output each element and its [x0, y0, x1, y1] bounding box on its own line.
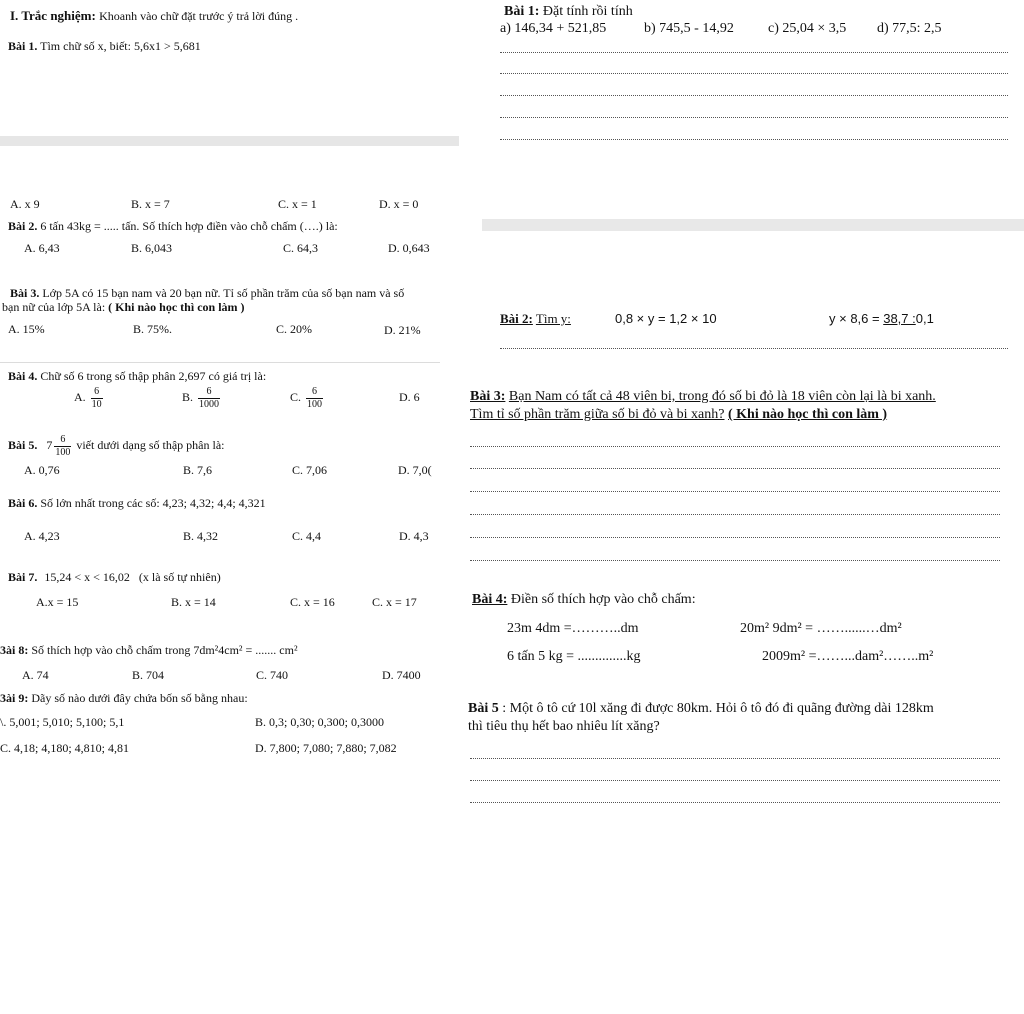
q4-option-b-letter: B.	[182, 390, 194, 404]
b1-answer-line	[500, 73, 1008, 74]
q8-question	[0, 642, 298, 658]
q1-question	[8, 38, 201, 54]
q6-option-d: D. 4,3	[399, 529, 429, 543]
b1-item-c: c) 25,04 × 3,5	[768, 21, 847, 36]
q2-option-a: A. 6,43	[24, 241, 60, 255]
q2-label: Bài 2.	[8, 219, 38, 233]
b4-row1-col2: 20m² 9dm² = ……......…dm²	[740, 621, 902, 636]
q9-option-a: \. 5,001; 5,010; 5,100; 5,1	[0, 715, 125, 729]
q7-option-d: C. x = 17	[372, 595, 417, 609]
b2-label: Bài 2:	[500, 311, 533, 326]
b3-line1	[470, 389, 936, 405]
b1-item-a: a) 146,34 + 521,85	[500, 21, 607, 36]
q3-option-b: B. 75%.	[133, 322, 172, 336]
q7-option-b: B. x = 14	[171, 595, 216, 609]
q3-label: Bài 3.	[10, 286, 40, 300]
q8-option-d: D. 7400	[382, 668, 421, 682]
q8-label: 3ài 8:	[0, 643, 29, 657]
b1-answer-line	[500, 139, 1008, 140]
b3-line2	[470, 407, 887, 423]
q3-option-c: C. 20%	[276, 322, 312, 336]
q6-text: Số lớn nhất trong các số: 4,23; 4,32; 4,4; 4,321	[40, 496, 266, 510]
q5-option-c: C. 7,06	[292, 463, 328, 477]
q7-note: (x là số tự nhiên)	[138, 570, 221, 584]
divider-line-2	[0, 362, 440, 363]
b4-text: Điền số thích hợp vào chỗ chấm:	[510, 592, 696, 607]
q3-option-d: D. 21%	[384, 323, 421, 337]
b4-row1-col1: 23m 4dm =………..dm	[507, 621, 639, 636]
q3-text-line1: Lớp 5A có 15 bạn nam và 20 bạn nữ. Tỉ số phần trăm của số bạn nam và số	[42, 286, 405, 300]
q4-label: Bài 4.	[8, 369, 38, 383]
q2-option-d: D. 0,643	[388, 241, 430, 255]
q5-option-b: B. 7,6	[183, 463, 213, 477]
q7-question	[8, 569, 221, 585]
q9-question	[0, 690, 248, 706]
q4-text: Chữ số 6 trong số thập phân 2,697 có giá trị là:	[40, 369, 267, 383]
q4-option-a-letter: A.	[74, 390, 86, 404]
b4-row2-col1: 6 tấn 5 kg = ..............kg	[507, 649, 641, 664]
b5-line1	[468, 701, 934, 717]
b1-item-b: b) 745,5 - 14,92	[644, 21, 734, 36]
q3-text-line2: bạn nữ của lớp 5A là:	[2, 300, 106, 314]
q8-option-c: C. 740	[256, 668, 289, 682]
q9-option-c: C. 4,18; 4,180; 4,810; 4,81	[0, 741, 130, 755]
q5-label: Bài 5.	[8, 438, 38, 452]
b3-label: Bài 3:	[470, 389, 506, 404]
q8-text: Số thích hợp vào chỗ chấm trong 7dm²4cm² = ....... cm²	[31, 643, 298, 657]
q4-option-b-fraction	[198, 386, 220, 411]
q4-option-c-fraction	[306, 386, 323, 411]
q1-label: Bài 1.	[8, 39, 38, 53]
q9-label: 3ài 9:	[0, 691, 29, 705]
fraction-numerator: 6	[91, 386, 103, 399]
b5-answer-line	[470, 780, 1000, 781]
q6-option-a: A. 4,23	[24, 529, 60, 543]
q4-option-a	[74, 383, 105, 411]
q6-option-b: B. 4,32	[183, 529, 219, 543]
q5-fraction	[54, 434, 71, 459]
q4-option-d: D. 6	[399, 390, 420, 404]
q6-label: Bài 6.	[8, 496, 38, 510]
divider-band	[482, 219, 1024, 231]
q9-option-b: B. 0,3; 0,30; 0,300; 0,3000	[255, 715, 385, 729]
section-title-label: I. Trắc nghiệm:	[10, 8, 96, 23]
b2-eq2-mid: 38,7 :	[883, 311, 916, 326]
divider-line	[0, 136, 459, 146]
fraction-denominator: 100	[55, 446, 71, 458]
b2-eq2-left: y × 8,6 =	[829, 311, 880, 326]
q3-note: ( Khi nào học thì con làm )	[108, 300, 245, 314]
b3-answer-line	[470, 537, 1000, 538]
b3-answer-line	[470, 514, 1000, 515]
b2-equation-1: 0,8 × y = 1,2 × 10	[615, 311, 717, 326]
b1-item-d: d) 77,5: 2,5	[877, 21, 942, 36]
q6-option-c: C. 4,4	[292, 529, 322, 543]
fraction-numerator: 6	[54, 434, 71, 447]
section-title	[10, 8, 298, 24]
q4-question	[8, 368, 266, 384]
b2-answer-line	[500, 348, 1008, 349]
q8-option-a: A. 74	[22, 668, 49, 682]
q6-question	[8, 495, 266, 511]
b1-answer-line	[500, 52, 1008, 53]
q2-option-b: B. 6,043	[131, 241, 173, 255]
b3-answer-line	[470, 446, 1000, 447]
q2-text: 6 tấn 43kg = ..... tấn. Số thích hợp điền vào chỗ chấm (….) là:	[40, 219, 338, 233]
b5-answer-line	[470, 802, 1000, 803]
q7-option-c: C. x = 16	[290, 595, 335, 609]
q7-text: 15,24 < x < 16,02	[44, 570, 130, 584]
b4-label: Bài 4:	[472, 592, 508, 607]
q4-option-c	[290, 383, 325, 411]
b1-text: Đặt tính rồi tính	[542, 4, 633, 19]
q9-text: Dãy số nào dưới đây chứa bốn số bằng nhau:	[31, 691, 248, 705]
b3-note: ( Khi nào học thì con làm )	[728, 407, 888, 422]
fraction-numerator: 6	[306, 386, 323, 399]
section-instruction: Khoanh vào chữ đặt trước ý trả lời đúng .	[99, 9, 299, 23]
b1-label: Bài 1:	[504, 4, 540, 19]
q5-whole: 7	[46, 438, 53, 452]
q5-question	[8, 430, 225, 460]
q4-option-b	[182, 383, 222, 411]
b5-text-line1: : Một ô tô cứ 10l xăng đi được 80km. Hỏi ô tô đó đi quãng đường dài 128km	[502, 701, 934, 716]
b3-answer-line	[470, 468, 1000, 469]
b1-answer-line	[500, 117, 1008, 118]
q3-option-a: A. 15%	[8, 322, 45, 336]
b2-text: Tìm y:	[535, 311, 571, 326]
b4-row2-col2: 2009m² =……...dam²……..m²	[762, 649, 934, 664]
q3-question-line2	[2, 299, 245, 315]
q9-option-d: D. 7,800; 7,080; 7,880; 7,082	[255, 741, 397, 755]
q5-option-d: D. 7,0(	[398, 463, 432, 477]
fraction-denominator: 100	[307, 398, 323, 410]
b4-heading	[472, 592, 696, 608]
q5-option-a: A. 0,76	[24, 463, 60, 477]
q8-option-b: B. 704	[132, 668, 165, 682]
q2-option-c: C. 64,3	[283, 241, 319, 255]
fraction-denominator: 10	[91, 398, 102, 410]
b3-text-line2: Tìm tỉ số phần trăm giữa số bi đỏ và bi xanh?	[470, 407, 725, 422]
b2-equation-2	[829, 311, 934, 327]
q1-option-c: C. x = 1	[278, 197, 317, 211]
b1-heading	[504, 4, 633, 20]
b1-answer-line	[500, 95, 1008, 96]
b5-answer-line	[470, 758, 1000, 759]
q4-option-c-letter: C.	[290, 390, 302, 404]
b3-text-line1: Bạn Nam có tất cả 48 viên bi, trong đó số bi đỏ là 18 viên còn lại là bi xanh.	[508, 389, 936, 404]
b5-line2: thì tiêu thụ hết bao nhiêu lít xăng?	[468, 719, 660, 734]
b3-answer-line	[470, 491, 1000, 492]
q1-option-d: D. x = 0	[379, 197, 419, 211]
fraction-numerator: 6	[198, 386, 220, 399]
b2-heading	[500, 311, 571, 327]
b5-label: Bài 5	[468, 701, 499, 716]
b2-eq2-right: 0,1	[915, 311, 934, 326]
q2-question	[8, 218, 338, 234]
q7-label: Bài 7.	[8, 570, 38, 584]
q1-option-a: A. x 9	[10, 197, 40, 211]
q7-option-a: A.x = 15	[36, 595, 79, 609]
q4-option-a-fraction	[91, 386, 103, 411]
fraction-denominator: 1000	[199, 398, 220, 410]
b3-answer-line	[470, 560, 1000, 561]
q5-text: viết dưới dạng số thập phân là:	[76, 438, 225, 452]
q1-text: Tìm chữ số x, biết: 5,6x1 > 5,681	[40, 39, 201, 53]
q1-option-b: B. x = 7	[131, 197, 170, 211]
